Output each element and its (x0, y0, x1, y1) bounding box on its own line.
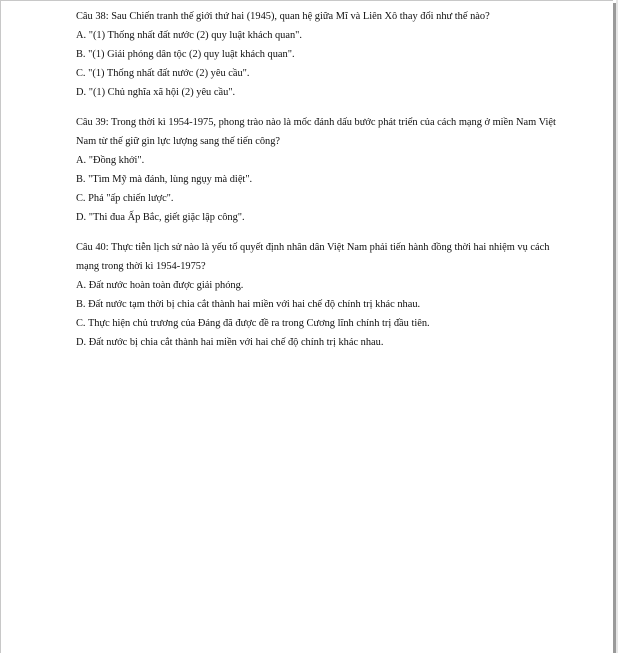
question-text: Câu 40: Thực tiễn lịch sử nào là yếu tố quyết định nhân dân Việt Nam phải tiến hành đồng thời hai nhiệm vụ cách mạng trong thời kì 1954-1975? (76, 242, 550, 272)
option-d: D. "Thi đua Ấp Bắc, giết giặc lập công". (76, 212, 245, 223)
option-b: B. "Tìm Mỹ mà đánh, lùng ngụy mà diệt". (76, 174, 253, 185)
question-38 (76, 7, 556, 102)
option-d: D. "(1) Chủ nghĩa xã hội (2) yêu cầu". (76, 87, 236, 98)
question-text: Câu 38: Sau Chiến tranh thế giới thứ hai (1945), quan hệ giữa Mĩ và Liên Xô thay đổi như thế nào? (76, 11, 490, 22)
option-c: C. Phá "ấp chiến lược". (76, 193, 174, 204)
question-39 (76, 113, 556, 227)
option-d: D. Đất nước bị chia cắt thành hai miền với hai chế độ chính trị khác nhau. (76, 337, 384, 348)
document-body (76, 7, 556, 363)
question-text: Câu 39: Trong thời kì 1954-1975, phong trào nào là mốc đánh dấu bước phát triển của cách mạng ở miền Nam Việt Nam từ thế giữ gìn lực lượng sang thế tiến công? (76, 117, 556, 147)
option-a: A. Đất nước hoàn toàn được giải phóng. (76, 280, 244, 291)
option-b: B. "(1) Giải phóng dân tộc (2) quy luật khách quan". (76, 49, 295, 60)
option-c: C. "(1) Thống nhất đất nước (2) yêu cầu". (76, 68, 250, 79)
option-a: A. "(1) Thống nhất đất nước (2) quy luật khách quan". (76, 30, 303, 41)
option-c: C. Thực hiện chủ trương của Đảng đã được đề ra trong Cương lĩnh chính trị đầu tiên. (76, 318, 430, 329)
option-b: B. Đất nước tạm thời bị chia cắt thành hai miền với hai chế độ chính trị khác nhau. (76, 299, 421, 310)
question-40 (76, 238, 556, 352)
option-a: A. "Đồng khởi". (76, 155, 145, 166)
